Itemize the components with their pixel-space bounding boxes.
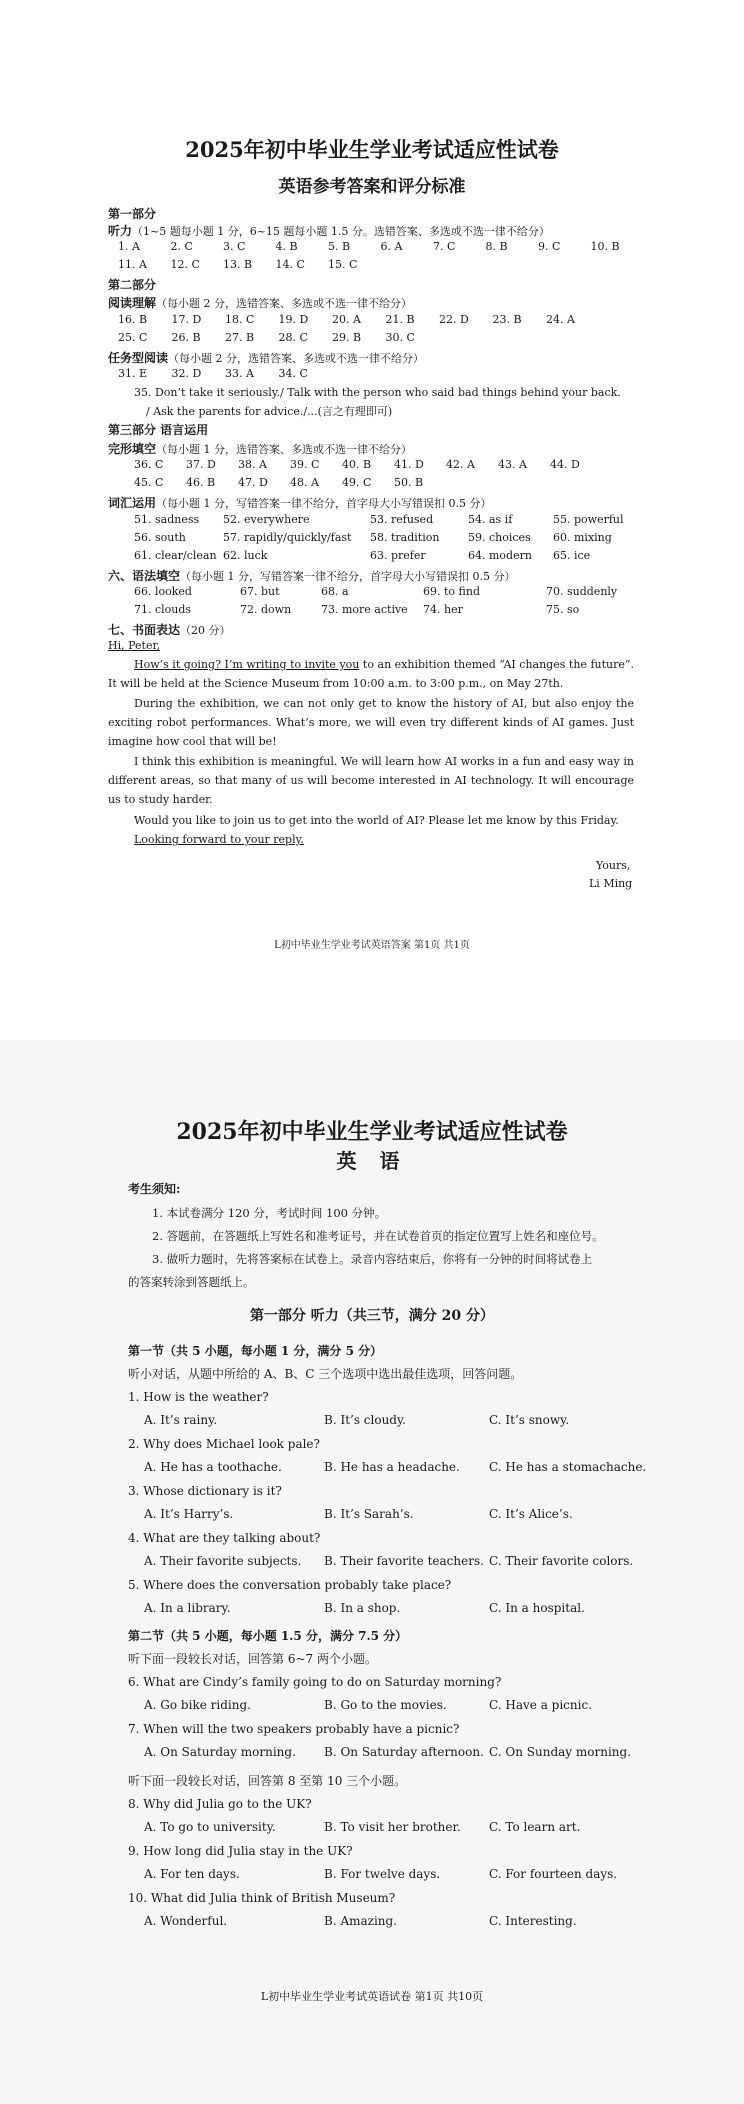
page2-footer: L初中毕业生学业考试英语试卷 第1页 共10页 [260, 1990, 484, 2003]
answer-item: 26. B [171, 331, 201, 344]
section2-heading: 第二节（共 5 小题，每小题 1.5 分，满分 7.5 分） [128, 1629, 408, 1643]
notice-item-cont: 的答案转涂到答题纸上。 [128, 1275, 255, 1289]
answer-item: 15. C [328, 258, 358, 271]
answer-item: 24. A [546, 313, 575, 326]
vocab-label: 词汇运用 [108, 496, 157, 510]
answer-item: 3. C [223, 240, 246, 253]
answer-item: 19. D [278, 313, 309, 326]
answer-item: 16. B [118, 313, 148, 326]
notice-item: 3. 做听力题时，先将答案标在试卷上。录音内容结束后，你将有一分钟的时间将试卷上 [152, 1252, 593, 1266]
answer-item: 38. A [238, 458, 267, 471]
option-a: A. It’s rainy. [144, 1413, 218, 1427]
letter-closing-line: Looking forward to your reply. [134, 833, 304, 846]
answer-row [0, 476, 744, 492]
answer-item: 46. B [186, 476, 216, 489]
answer-item: 11. A [118, 258, 147, 271]
answer-item: 17. D [171, 313, 202, 326]
exam-paper-page [0, 1040, 744, 2104]
question-text: 9. How long did Julia stay in the UK? [128, 1844, 353, 1858]
reading-line [108, 294, 412, 311]
answer-item: 41. D [394, 458, 424, 471]
letter-opening: How’s it going? I’m writing to invite you [134, 658, 360, 671]
option-c: C. It’s snowy. [489, 1413, 570, 1427]
answer-item: 13. B [223, 258, 253, 271]
page1-title: 2025年初中毕业生学业考试适应性试卷 [185, 137, 559, 162]
answer-row [0, 367, 744, 383]
option-c: C. Their favorite colors. [489, 1554, 634, 1568]
notice-item: 1. 本试卷满分 120 分，考试时间 100 分钟。 [152, 1206, 387, 1220]
writing-heading: 七、书面表达 [108, 623, 181, 637]
grammar-rule: （每小题 1 分，写错答案一律不给分，首字母大小写错误扣 0.5 分） [180, 570, 516, 583]
grammar-label: 六、语法填空 [108, 569, 181, 583]
answer-item: 39. C [290, 458, 320, 471]
section1-heading: 第一节（共 5 小题，每小题 1 分，满分 5 分） [128, 1344, 383, 1358]
answer-item: 5. B [328, 240, 351, 253]
answer-item: 60. mixing [553, 531, 612, 544]
answer-item: 71. clouds [134, 603, 192, 616]
option-c: C. It’s Alice’s. [489, 1507, 573, 1521]
question-text: 4. What are they talking about? [128, 1531, 321, 1545]
question-text: 8. Why did Julia go to the UK? [128, 1797, 312, 1811]
answer-row [0, 331, 744, 347]
answer-item: 2. C [170, 240, 193, 253]
answer-item: 7. C [433, 240, 456, 253]
option-a: A. For ten days. [144, 1867, 240, 1881]
answer-item: 42. A [446, 458, 475, 471]
option-c: C. On Sunday morning. [489, 1745, 632, 1759]
section2-instruction: 听下面一段较长对话，回答第 6~7 两个小题。 [128, 1652, 377, 1666]
answer-item: 28. C [278, 331, 308, 344]
task-rule: （每小题 2 分，选错答案、多选或不选一律不给分） [168, 352, 425, 365]
answer-item: 44. D [550, 458, 580, 471]
letter-paragraph: Would you like to join us to get into the world of AI? Please let me know by this Friday. [134, 814, 619, 827]
option-a: A. On Saturday morning. [144, 1745, 296, 1759]
answer-item: 51. sadness [134, 513, 200, 526]
vocab-line [108, 494, 492, 511]
part3-heading: 第三部分 语言运用 [108, 423, 209, 437]
answer-row [0, 240, 744, 256]
letter-sign-name: Li Ming [589, 877, 633, 890]
answer-row [0, 585, 744, 601]
listening-line [108, 222, 550, 239]
answer-item: 55. powerful [553, 513, 624, 526]
listening-part-heading: 第一部分 听力（共三节，满分 20 分） [249, 1308, 495, 1324]
answer-item: 29. B [332, 331, 362, 344]
answer-item: 73. more active [321, 603, 408, 616]
option-b: B. Their favorite teachers. [324, 1554, 484, 1568]
answer-item: 68. a [321, 585, 349, 598]
option-b: B. Amazing. [324, 1914, 398, 1928]
letter-p1-rest: to an exhibition themed “AI changes the future”. It will be held at the Science Museum from 10:00 a.m. to 3:00 p.m., on May 27th. [108, 658, 634, 690]
option-c: C. He has a stomachache. [489, 1460, 647, 1474]
answer-row [0, 549, 744, 565]
answer-item: 32. D [171, 367, 202, 380]
answer-item: 57. rapidly/quickly/fast [223, 531, 352, 544]
cloze-label: 完形填空 [108, 442, 157, 456]
grammar-line [108, 567, 516, 584]
option-b: B. It’s cloudy. [324, 1413, 406, 1427]
answer-item: 66. looked [134, 585, 192, 598]
answer-item: 48. A [290, 476, 319, 489]
answer-item: 75. so [546, 603, 580, 616]
answer-item: 45. C [134, 476, 164, 489]
answer-item: 54. as if [468, 513, 513, 526]
answer-item: 53. refused [370, 513, 434, 526]
answer-item: 58. tradition [370, 531, 440, 544]
task-label: 任务型阅读 [108, 351, 169, 365]
letter-greeting: Hi, Peter, [108, 639, 160, 652]
part1-heading: 第一部分 [108, 207, 157, 221]
page2-subject: 英 语 [336, 1149, 408, 1173]
option-b: B. For twelve days. [324, 1867, 441, 1881]
question-text: 7. When will the two speakers probably have a picnic? [128, 1722, 460, 1736]
answer-row [0, 603, 744, 619]
listening-label: 听力 [108, 224, 133, 238]
question-text: 6. What are Cindy’s family going to do on Saturday morning? [128, 1675, 502, 1689]
letter-paragraph: During the exhibition, we can not only get to know the history of AI, but also enjoy the exciting robot performances. What’s more, we will even try different kinds of AI games. Just imagine how cool that will be! [108, 697, 634, 748]
option-a: A. It’s Harry’s. [144, 1507, 234, 1521]
letter-paragraph [108, 655, 634, 693]
notice-item: 2. 答题前，在答题纸上写姓名和准考证号，并在试卷首页的指定位置写上姓名和座位号。 [152, 1229, 604, 1243]
page1-subtitle: 英语参考答案和评分标准 [278, 177, 466, 197]
page1-footer: L初中毕业生学业考试英语答案 第1页 共1页 [274, 940, 470, 951]
answer-item: 64. modern [468, 549, 532, 562]
answer-item: 22. D [439, 313, 469, 326]
option-a: A. Their favorite subjects. [144, 1554, 302, 1568]
answer-row [0, 458, 744, 474]
option-a: A. Go bike riding. [144, 1698, 251, 1712]
option-b: B. It’s Sarah’s. [324, 1507, 414, 1521]
answer-item: 36. C [134, 458, 164, 471]
option-b: B. To visit her brother. [324, 1820, 461, 1834]
answer-item: 30. C [385, 331, 415, 344]
letter-paragraph: I think this exhibition is meaningful. We will learn how AI works in a fun and easy way in different areas, so that many of us will become interested in AI technology. It will encourage us to study harder. [108, 755, 634, 806]
answer-item: 20. A [332, 313, 361, 326]
reading-label: 阅读理解 [108, 296, 157, 310]
answer-item: 61. clear/clean [134, 549, 217, 562]
answer-row [0, 513, 744, 529]
answer-item: 70. suddenly [546, 585, 618, 598]
answer-item: 43. A [498, 458, 527, 471]
cloze-rule: （每小题 1 分，选错答案、多选或不选一律不给分） [156, 443, 413, 456]
writing-points: （20 分） [180, 624, 231, 637]
option-b: B. He has a headache. [324, 1460, 460, 1474]
answer-item: 1. A [118, 240, 140, 253]
option-c: C. In a hospital. [489, 1601, 585, 1615]
notice-heading: 考生须知: [128, 1182, 181, 1196]
answer-item: 10. B [590, 240, 620, 253]
option-c: C. For fourteen days. [489, 1867, 618, 1881]
answer-row [0, 531, 744, 547]
listening-rule: （1~5 题每小题 1 分，6~15 题每小题 1.5 分。选错答案、多选或不选一律不给分） [132, 225, 550, 238]
writing-line [108, 621, 231, 638]
option-c: C. To learn art. [489, 1820, 581, 1834]
answer-item: 23. B [492, 313, 522, 326]
question-text: 3. Whose dictionary is it? [128, 1484, 282, 1498]
answer-item: 47. D [238, 476, 268, 489]
answer-row [0, 258, 744, 274]
page2-title: 2025年初中毕业生学业考试适应性试卷 [176, 1119, 568, 1145]
answer-item: 69. to find [423, 585, 480, 598]
answer-item: 9. C [538, 240, 561, 253]
question-text: 2. Why does Michael look pale? [128, 1437, 320, 1451]
answer-item: 33. A [225, 367, 254, 380]
part2-heading: 第二部分 [108, 278, 157, 292]
cloze-line [108, 440, 412, 457]
answer-item: 67. but [240, 585, 280, 598]
answer-item: 40. B [342, 458, 372, 471]
option-a: A. He has a toothache. [144, 1460, 282, 1474]
option-c: C. Have a picnic. [489, 1698, 593, 1712]
option-b: B. In a shop. [324, 1601, 401, 1615]
option-a: A. In a library. [144, 1601, 231, 1615]
reading-rule: （每小题 2 分，选错答案、多选或不选一律不给分） [156, 297, 413, 310]
question-text: 5. Where does the conversation probably take place? [128, 1578, 452, 1592]
answer-item: 65. ice [553, 549, 591, 562]
answer-item: 14. C [275, 258, 305, 271]
answer-item: 56. south [134, 531, 186, 544]
letter-sign-yours: Yours, [596, 859, 631, 872]
task-reading-line [108, 349, 424, 366]
option-a: A. To go to university. [144, 1820, 276, 1834]
answer-item: 72. down [240, 603, 292, 616]
answer-item: 12. C [170, 258, 200, 271]
answer-item: 74. her [423, 603, 463, 616]
answer-item: 27. B [225, 331, 255, 344]
answer-item: 37. D [186, 458, 216, 471]
answer-item: 6. A [380, 240, 403, 253]
answer-item: 18. C [225, 313, 255, 326]
option-c: C. Interesting. [489, 1914, 577, 1928]
answer-item: 34. C [278, 367, 308, 380]
answer-item: 62. luck [223, 549, 268, 562]
answer-item: 49. C [342, 476, 372, 489]
section1-instruction: 听小对话，从题中所给的 A、B、C 三个选项中选出最佳选项，回答问题。 [128, 1367, 523, 1381]
page-gap [0, 1010, 744, 1040]
answer-item: 4. B [275, 240, 298, 253]
answer-row [0, 313, 744, 329]
q35-line2: / Ask the parents for advice./...(言之有理即可) [146, 405, 393, 418]
option-b: B. Go to the movies. [324, 1698, 447, 1712]
answer-item: 8. B [485, 240, 508, 253]
answer-item: 31. E [118, 367, 148, 380]
vocab-rule: （每小题 1 分，写错答案一律不给分，首字母大小写错误扣 0.5 分） [156, 497, 492, 510]
answer-item: 63. prefer [370, 549, 426, 562]
option-a: A. Wonderful. [144, 1914, 228, 1928]
q35-line1: 35. Don’t take it seriously./ Talk with the person who said bad things behind your back. [134, 386, 621, 399]
answer-item: 59. choices [468, 531, 531, 544]
answer-item: 21. B [385, 313, 415, 326]
question-text: 1. How is the weather? [128, 1390, 269, 1404]
answer-item: 52. everywhere [223, 513, 310, 526]
answer-item: 50. B [394, 476, 424, 489]
option-b: B. On Saturday afternoon. [324, 1745, 484, 1759]
section2-instruction: 听下面一段较长对话，回答第 8 至第 10 三个小题。 [128, 1774, 407, 1788]
answer-item: 25. C [118, 331, 148, 344]
question-text: 10. What did Julia think of British Museum? [128, 1891, 396, 1905]
